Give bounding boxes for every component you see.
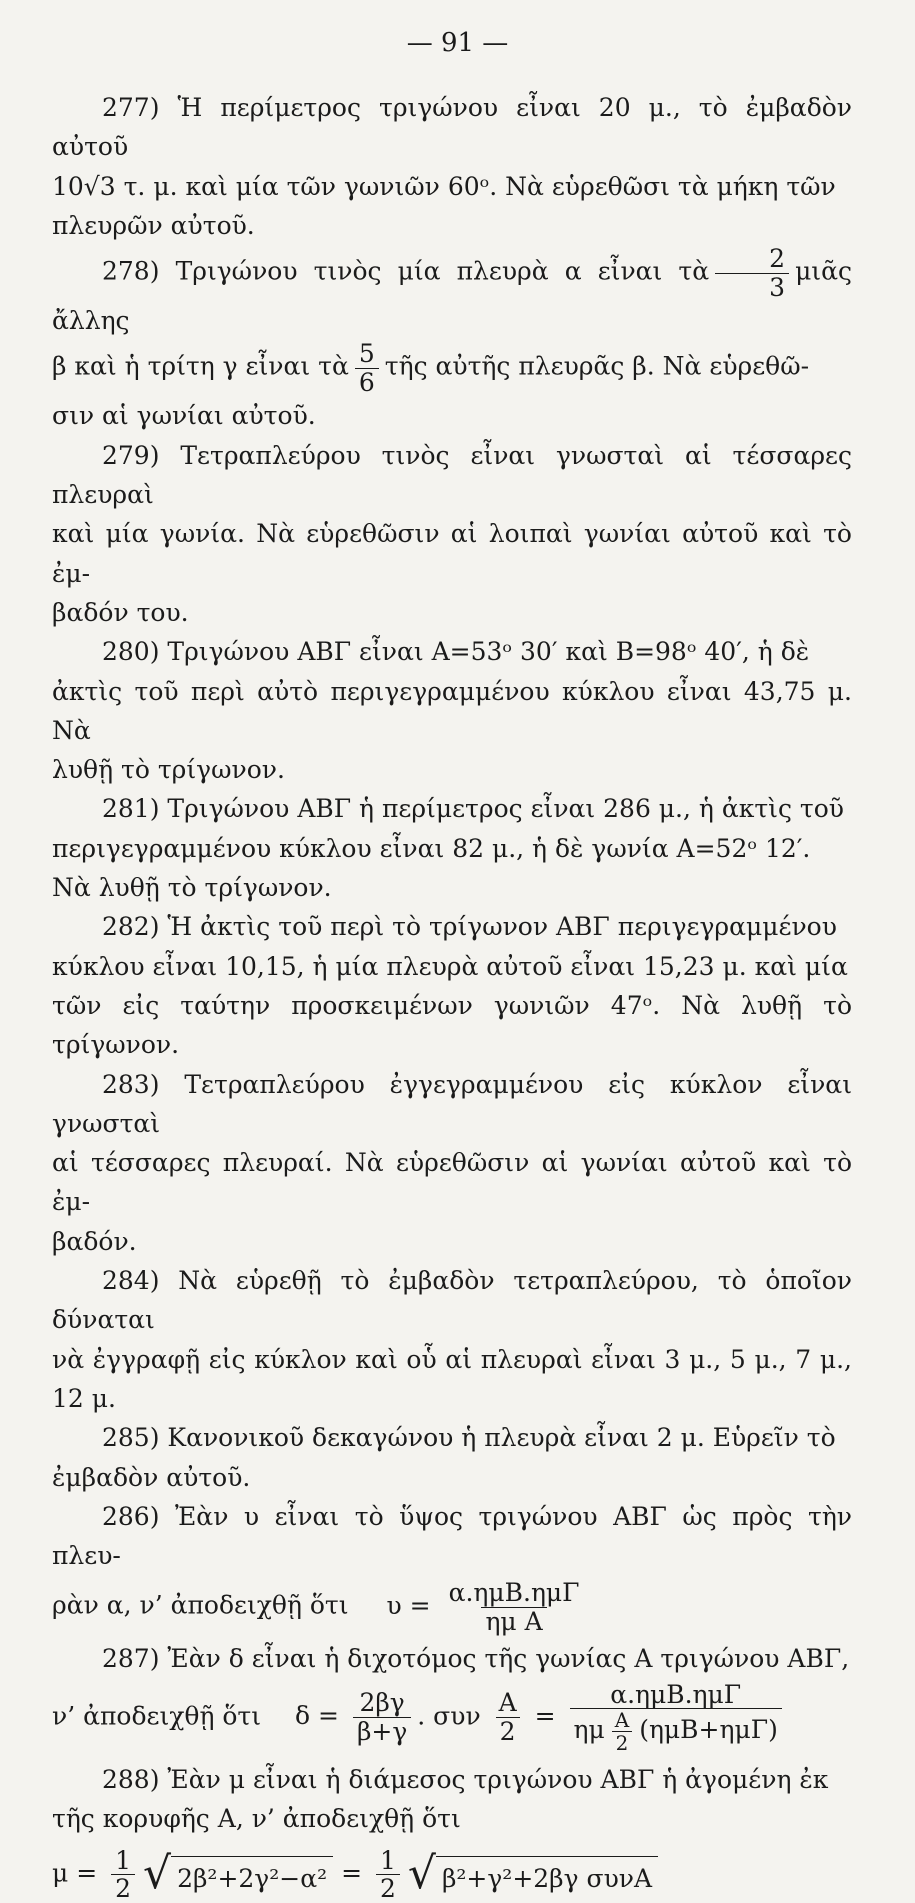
fraction-two-thirds [715, 245, 789, 301]
fraction-numerator: 2 [769, 244, 786, 274]
square-root-2 [407, 1847, 658, 1899]
square-root-1 [143, 1847, 333, 1899]
problem-284-line-2: νὰ ἐγγραφῇ εἰς κύκλον καὶ οὗ αἱ πλευραὶ εἶναι 3 μ., 5 μ., 7 μ., 12 μ. [52, 1344, 852, 1413]
radical-sign-icon: √ [143, 1847, 172, 1899]
problem-279 [52, 436, 852, 632]
sine-sum: (ημΒ+ημΓ) [639, 1715, 778, 1745]
problem-288-line-2: τῆς κορυφῆς Α, ν’ ἀποδειχθῇ ὅτι [52, 1804, 461, 1834]
problem-279-line-3: βαδόν του. [52, 597, 189, 627]
problem-277-line-3: πλευρῶν αὐτοῦ. [52, 210, 255, 240]
problem-282 [52, 907, 852, 1064]
problem-278 [52, 245, 852, 436]
problem-285-line-1: 285) Κανονικοῦ δεκαγώνου ἡ πλευρὰ εἶναι 2 μ. Εὑρεῖν τὸ [102, 1423, 836, 1453]
problem-288-formula [52, 1839, 852, 1903]
problem-287 [52, 1639, 852, 1754]
problem-277 [52, 88, 852, 245]
radical-sign-icon: √ [407, 1847, 436, 1899]
problem-286-text: ρὰν α, ν’ ἀποδειχθῇ ὅτι [52, 1590, 349, 1620]
fraction-five-sixths [355, 340, 379, 396]
half-fraction-2 [376, 1847, 400, 1903]
problem-283-line-3: βαδόν. [52, 1226, 137, 1256]
problem-283-line-2: αἱ τέσσαρες πλευραί. Νὰ εὑρεθῶσιν αἱ γωνίαι αὐτοῦ καὶ τὸ ἐμ- [52, 1148, 852, 1217]
formula-equals: = [534, 1700, 556, 1730]
fraction-denominator: ημ Α [481, 1607, 546, 1636]
problem-285-line-2: ἐμβαδὸν αὐτοῦ. [52, 1462, 251, 1492]
formula-lhs: δ = [295, 1700, 339, 1730]
formula-fraction-3 [570, 1681, 782, 1755]
problem-281-line-2: περιγεγραμμένου κύκλου εἶναι 82 μ., ἡ δὲ γωνία Α=52ᵒ 12′. [52, 833, 811, 863]
problem-278-line-3: σιν αἱ γωνίαι αὐτοῦ. [52, 401, 316, 431]
problem-285 [52, 1418, 852, 1497]
problem-280-line-3: λυθῇ τὸ τρίγωνον. [52, 755, 285, 785]
problem-280-line-1: 280) Τριγώνου ΑΒΓ εἶναι Α=53ᵒ 30′ καὶ Β=98ᵒ 40′, ἡ δὲ [102, 637, 810, 667]
problem-list [52, 88, 852, 1903]
formula-lhs: μ = [52, 1858, 98, 1888]
fraction-denominator: 2 [496, 1717, 520, 1746]
problem-277-line-1: 277) Ἡ περίμετρος τριγώνου εἶναι 20 μ., τὸ ἐμβαδὸν αὐτοῦ [52, 93, 852, 162]
problem-288-line-1: 288) Ἐὰν μ εἶναι ἡ διάμεσος τριγώνου ΑΒΓ ἡ ἀγομένη ἐκ [102, 1765, 829, 1795]
problem-278-text-a: 278) Τριγώνου τινὸς μία πλευρὰ α εἶναι τὰ [102, 256, 710, 286]
problem-288 [52, 1760, 852, 1903]
sine-label: ημ [573, 1715, 605, 1745]
formula-cos-label: . συν [417, 1700, 481, 1730]
fraction-numerator: 1 [115, 1845, 132, 1875]
problem-283 [52, 1065, 852, 1261]
formula-fraction-1 [353, 1689, 411, 1745]
problem-286 [52, 1497, 852, 1636]
problem-282-line-1: 282) Ἡ ἀκτὶς τοῦ περὶ τὸ τρίγωνον ΑΒΓ περιγεγραμμένου [102, 912, 837, 942]
problem-279-line-1: 279) Τετραπλεύρου τινὸς εἶναι γνωσταὶ αἱ τέσσαρες πλευραὶ [52, 440, 852, 510]
fraction-numerator: α.ημΒ.ημΓ [448, 1578, 580, 1608]
fraction-numerator: Α [614, 1708, 630, 1733]
fraction-numerator: Α [498, 1688, 517, 1718]
problem-283-line-1: 283) Τετραπλεύρου ἐγγεγραμμένου εἰς κύκλον εἶναι γνωσταὶ [52, 1069, 852, 1138]
half-fraction-1 [111, 1847, 135, 1903]
page-number: — 91 — [406, 28, 509, 58]
fraction-numerator: 5 [358, 339, 375, 369]
problem-281 [52, 789, 852, 907]
fraction-numerator: 1 [379, 1845, 396, 1875]
fraction-numerator: α.ημΒ.ημΓ [610, 1679, 742, 1709]
problem-282-line-3: τῶν εἰς ταύτην προσκειμένων γωνιῶν 47ᵒ. Νὰ λυθῇ τὸ τρίγωνον. [52, 990, 852, 1060]
fraction-denominator: β+γ [353, 1717, 411, 1746]
problem-278-line-2 [52, 340, 852, 396]
fraction-denominator: 2 [612, 1731, 633, 1754]
problem-286-line-1: 286) Ἐὰν υ εἶναι τὸ ὕψος τριγώνου ΑΒΓ ὡς πρὸς τὴν πλευ- [52, 1501, 852, 1571]
problem-280-line-2: ἀκτὶς τοῦ περὶ αὐτὸ περιγεγραμμένου κύκλου εἶναι 43,75 μ. Νὰ [52, 676, 852, 745]
problem-278-text-b: μιᾶς ἄλλης [52, 256, 852, 336]
half-angle-fraction [611, 1709, 633, 1754]
problem-278-text-c: β καὶ ἡ τρίτη γ εἶναι τὰ [52, 351, 349, 381]
fraction-numerator: 2βγ [359, 1688, 405, 1718]
problem-286-formula [52, 1575, 852, 1635]
problem-282-line-2: κύκλου εἶναι 10,15, ἡ μία πλευρὰ αὐτοῦ εἶναι 15,23 μ. καὶ μία [52, 951, 848, 981]
problem-278-line-1 [52, 245, 852, 340]
radicand: β²+γ²+2βγ συνΑ [436, 1856, 658, 1898]
fraction-denominator: 6 [355, 368, 379, 397]
fraction-denominator: 2 [111, 1874, 135, 1903]
radicand: 2β²+2γ²−α² [171, 1856, 333, 1898]
problem-281-line-3: Νὰ λυθῇ τὸ τρίγωνον. [52, 873, 332, 903]
problem-278-text-d: τῆς αὐτῆς πλευρᾶς β. Νὰ εὑρεθῶ- [384, 351, 810, 381]
problem-279-line-2: καὶ μία γωνία. Νὰ εὑρεθῶσιν αἱ λοιπαὶ γωνίαι αὐτοῦ καὶ τὸ ἐμ- [52, 519, 852, 588]
problem-287-text: ν’ ἀποδειχθῇ ὅτι [52, 1700, 262, 1730]
fraction-denominator: 3 [715, 273, 789, 302]
formula-fraction [445, 1579, 584, 1635]
formula-equals: = [341, 1858, 363, 1888]
fraction-denominator [570, 1708, 782, 1754]
problem-287-line-1: 287) Ἐὰν δ εἶναι ἡ διχοτόμος τῆς γωνίας Α τριγώνου ΑΒΓ, [102, 1644, 850, 1674]
fraction-denominator: 2 [376, 1874, 400, 1903]
problem-284-line-1: 284) Νὰ εὑρεθῇ τὸ ἐμβαδὸν τετραπλεύρου, τὸ ὁποῖον δύναται [52, 1266, 852, 1335]
problem-287-formula [52, 1679, 852, 1755]
formula-lhs: υ = [386, 1590, 431, 1620]
problem-284 [52, 1261, 852, 1418]
problem-280 [52, 632, 852, 789]
formula-fraction-2 [495, 1689, 521, 1745]
problem-277-line-2: 10√3 τ. μ. καὶ μία τῶν γωνιῶν 60ᵒ. Νὰ εὑρεθῶσι τὰ μήκη τῶν [52, 171, 836, 201]
problem-281-line-1: 281) Τριγώνου ΑΒΓ ἡ περίμετρος εἶναι 286 μ., ἡ ἀκτὶς τοῦ [102, 794, 844, 824]
